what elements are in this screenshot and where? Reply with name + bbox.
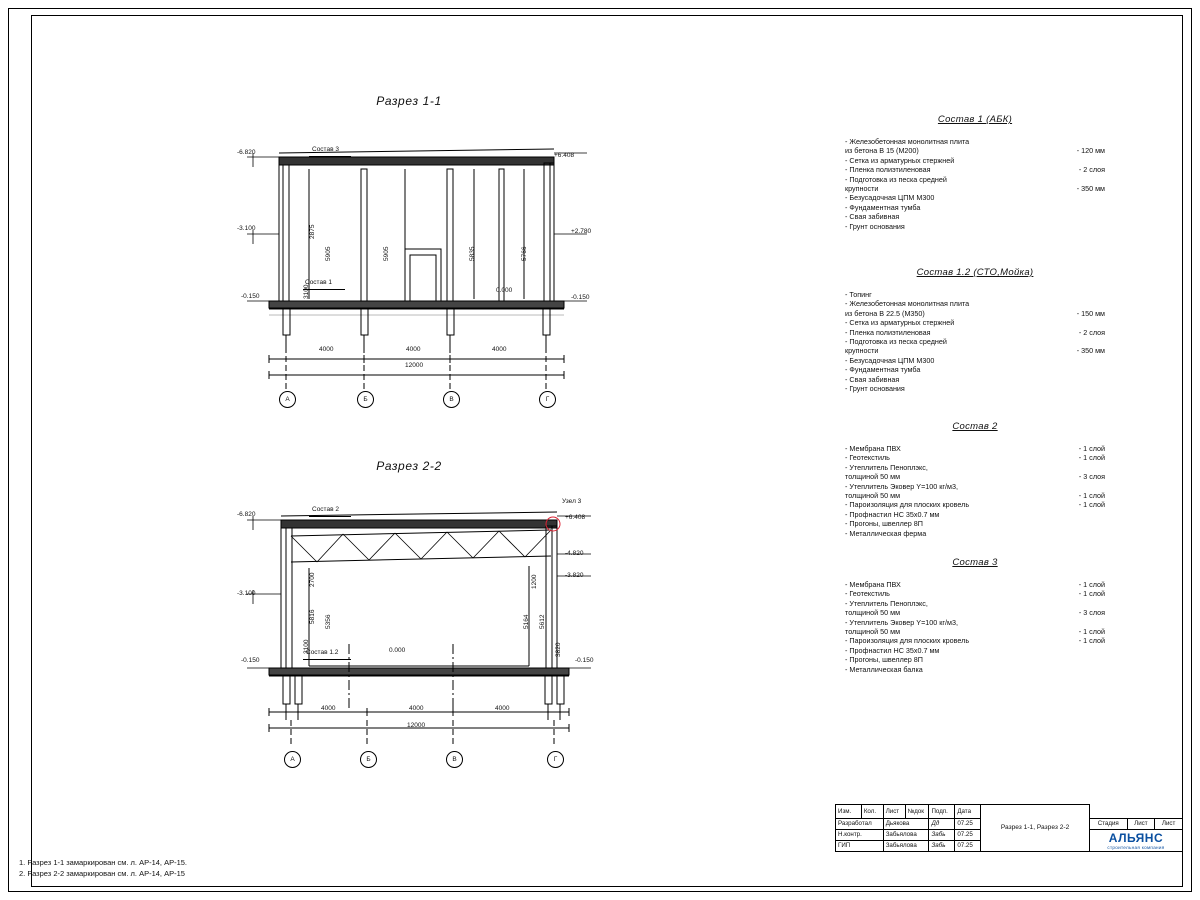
level-mark: 0.000 (496, 287, 513, 294)
spec-row-value: - 350 мм (1076, 346, 1105, 356)
spec-row-text: - Грунт основания (845, 384, 905, 394)
row-role: ГИП (836, 840, 884, 851)
spec-block-2 (845, 267, 1105, 393)
row-date: 07.25 (955, 829, 981, 840)
spec-row-text: - Профнастил НС 35х0.7 мм (845, 509, 940, 519)
spec-row-value (1035, 222, 1105, 231)
axis-bubble-b: Б (360, 751, 377, 768)
spec-row-value: - 120 мм (1076, 146, 1105, 156)
row-date: 07.25 (955, 818, 981, 829)
spec-row-value: - 150 мм (1076, 308, 1105, 318)
callout-leader (309, 516, 351, 517)
spec-row-text: толщиной 50 мм (845, 608, 901, 618)
spec-row-value: - 2 слоя (1078, 327, 1105, 337)
spec-row-text: - Мембрана ПВХ (845, 580, 901, 589)
spec-row-text: - Пленка полиэтиленовая (845, 327, 931, 337)
sheet-header: Лист (1127, 818, 1155, 829)
spec-row-text: - Грунт основания (845, 221, 905, 231)
level-mark: -4.820 (565, 550, 584, 557)
vertical-dim: 2875 (309, 224, 316, 239)
spec-row-text: - Прогоны, швеллер 8П (845, 655, 923, 665)
spec-row-text: - Утеплитель Эковер Y=100 кг/м3, (845, 617, 958, 627)
callout-leader (303, 659, 351, 660)
spec-row-value (1035, 529, 1105, 538)
spec-row-value (1035, 463, 1105, 472)
chain-dim: 4000 (495, 705, 510, 712)
callout-sostav-1: Состав 1 (305, 279, 332, 286)
vertical-dim: 5905 (325, 246, 332, 261)
spec-row-text: - Утеплитель Пеноплэкс, (845, 462, 928, 472)
spec-row-value (1035, 212, 1105, 221)
axis-bubble-g: Г (539, 391, 556, 408)
spec-row-text: - Прогоны, швеллер 8П (845, 519, 923, 529)
spec-row-value (1035, 156, 1105, 165)
th-kol: Кол. (861, 804, 883, 818)
spec-title: Состав 1.2 (СТО,Мойка) (916, 267, 1034, 278)
company-logo: АЛЬЯНС (1108, 830, 1164, 845)
spec-block-4 (845, 557, 1105, 674)
spec-rows (845, 580, 1105, 674)
callout-leader (309, 156, 351, 157)
vertical-dim: 5816 (309, 609, 316, 624)
spec-title: Состав 1 (АБК) (937, 114, 1013, 125)
company-sublabel: строительная компания (1107, 844, 1165, 850)
spec-row-value (1035, 337, 1105, 346)
callout-node-3: Узел 3 (562, 498, 582, 505)
spec-row-value (1035, 510, 1105, 519)
level-mark: -0.150 (575, 657, 594, 664)
level-mark: +6.408 (565, 514, 586, 521)
note-line: 2. Разрез 2-2 замаркирован см. л. АР-14, АР-15 (19, 869, 185, 878)
spec-row-value: - 3 слоя (1078, 472, 1105, 482)
spec-row-text: крупности (845, 184, 879, 194)
spec-row-value: - 1 слой (1078, 627, 1105, 637)
spec-row-value: - 350 мм (1076, 184, 1105, 194)
vertical-dim: 5835 (469, 246, 476, 261)
axis-bubble-b: Б (357, 391, 374, 408)
spec-row-value: - 1 слой (1078, 589, 1105, 599)
spec-row-text: из бетона В 15 (М200) (845, 146, 919, 156)
note-line: 1. Разрез 1-1 замаркирован см. л. АР-14, АР-15. (19, 858, 188, 867)
spec-block-1 (845, 114, 1105, 231)
spec-row-text: - Утеплитель Эковер Y=100 кг/м3, (845, 481, 958, 491)
spec-row-value: - 1 слой (1078, 500, 1105, 510)
spec-row-text: толщиной 50 мм (845, 627, 901, 637)
spec-row-text: - Геотекстиль (845, 589, 890, 599)
spec-row-value: - 1 слой (1078, 491, 1105, 501)
spec-row-text: - Безусадочная ЦПМ М300 (845, 355, 935, 365)
section-2-drawing (209, 484, 629, 804)
spec-row-value (1035, 384, 1105, 393)
chain-dim: 4000 (492, 346, 507, 353)
notes-block (19, 857, 419, 879)
vertical-dim: 1200 (531, 574, 538, 589)
chain-dim: 4000 (319, 346, 334, 353)
spec-row-text: - Свая забивная (845, 212, 900, 222)
spec-row-value (1035, 175, 1105, 184)
callout-sostav-3: Состав 3 (312, 146, 339, 153)
vertical-dim: 2700 (309, 572, 316, 587)
spec-row-text: - Пароизоляция для плоских кровель (845, 636, 970, 646)
spec-row-text: - Сетка из арматурных стержней (845, 155, 955, 165)
callout-sostav-2: Состав 2 (312, 506, 339, 513)
axis-bubble-v: В (446, 751, 463, 768)
spec-row-text: - Мембрана ПВХ (845, 444, 901, 453)
spec-rows (845, 444, 1105, 538)
spec-row-value (1035, 356, 1105, 365)
level-mark: -6.820 (237, 149, 256, 156)
row-date: 07.25 (955, 840, 981, 851)
spec-row-value (1035, 375, 1105, 384)
sheet-title: Разрез 1-1, Разрез 2-2 (981, 804, 1090, 851)
sheets-header: Лист (1155, 818, 1183, 829)
row-name: Забьялова (883, 829, 929, 840)
spec-row-value (1035, 299, 1105, 308)
chain-dim: 4000 (321, 705, 336, 712)
spec-row-text: толщиной 50 мм (845, 491, 901, 501)
spec-row-text: - Железобетонная монолитная плита (845, 137, 970, 146)
spec-rows (845, 290, 1105, 393)
level-mark: -6.820 (237, 511, 256, 518)
spec-row-text: толщиной 50 мм (845, 472, 901, 482)
spec-row-text: - Топинг (845, 290, 872, 299)
total-dim: 12000 (405, 362, 424, 369)
spec-title: Состав 3 (952, 557, 998, 568)
th-data: Дата (955, 804, 981, 818)
spec-row-value (1035, 646, 1105, 655)
spec-row-text: - Утеплитель Пеноплэкс, (845, 598, 928, 608)
spec-row-text: - Свая забивная (845, 374, 900, 384)
spec-row-text: - Пленка полиэтиленовая (845, 165, 931, 175)
spec-row-text: - Железобетонная монолитная плита (845, 299, 970, 309)
section-2-title: Разрез 2-2 (376, 459, 442, 473)
level-mark: -0.150 (571, 294, 590, 301)
spec-row-text: - Подготовка из песка средней (845, 174, 947, 184)
level-mark: -0.150 (241, 657, 260, 664)
level-mark: +2.780 (571, 228, 592, 235)
spec-row-text: - Геотекстиль (845, 453, 890, 463)
th-podp: Подп. (929, 804, 955, 818)
vertical-dim: 3100 (303, 284, 310, 299)
level-mark: -3.100 (237, 590, 256, 597)
row-role: Разработал (836, 818, 884, 829)
spec-row-value (1035, 193, 1105, 202)
spec-block-3 (845, 421, 1105, 538)
vertical-dim: 3100 (303, 639, 310, 654)
spec-row-value (1035, 618, 1105, 627)
spec-rows (845, 137, 1105, 231)
spec-row-text: - Безусадочная ЦПМ М300 (845, 193, 935, 203)
vertical-dim: 5766 (521, 246, 528, 261)
level-mark: +6.408 (554, 152, 575, 159)
total-dim: 12000 (407, 722, 426, 729)
th-ndok: №док (905, 804, 929, 818)
vertical-dim: 5905 (383, 246, 390, 261)
spec-row-value: - 1 слой (1078, 444, 1105, 453)
spec-row-text: - Металлическая ферма (845, 528, 927, 538)
spec-row-value (1035, 290, 1105, 299)
title-block (831, 804, 1183, 886)
spec-row-text: - Пароизоляция для плоских кровель (845, 500, 970, 510)
row-sign: Забь (929, 829, 955, 840)
spec-row-value (1035, 137, 1105, 146)
axis-bubble-a: А (284, 751, 301, 768)
level-mark: 0.000 (389, 647, 406, 654)
row-sign: Забь (929, 840, 955, 851)
section-1-title: Разрез 1-1 (376, 94, 442, 108)
axis-bubble-g: Г (547, 751, 564, 768)
spec-row-value (1035, 519, 1105, 528)
spec-row-value (1035, 599, 1105, 608)
row-name: Дьякова (883, 818, 929, 829)
row-role: Н.контр. (836, 829, 884, 840)
vertical-dim: 5356 (325, 614, 332, 629)
spec-row-text: крупности (845, 346, 879, 356)
axis-bubble-a: А (279, 391, 296, 408)
row-name: Забьялова (883, 840, 929, 851)
spec-row-text: из бетона В 22.5 (М350) (845, 308, 925, 318)
spec-row-value (1035, 365, 1105, 374)
spec-row-text: - Фундаментная тумба (845, 202, 921, 212)
spec-row-text: - Подготовка из песка средней (845, 337, 947, 347)
level-mark: -3.820 (565, 572, 584, 579)
th-izm: Изм. (836, 804, 862, 818)
spec-row-value: - 1 слой (1078, 580, 1105, 589)
spec-row-value: - 1 слой (1078, 636, 1105, 646)
row-sign: Дд (929, 818, 955, 829)
spec-row-value: - 3 слоя (1078, 608, 1105, 618)
spec-row-text: - Фундаментная тумба (845, 365, 921, 375)
callout-sostav-12: Состав 1.2 (306, 649, 339, 656)
vertical-dim: 5612 (539, 614, 546, 629)
spec-row-value: - 2 слоя (1078, 165, 1105, 175)
vertical-dim: 3820 (555, 642, 562, 657)
level-mark: -0.150 (241, 293, 260, 300)
title-block-table (831, 804, 1183, 852)
spec-row-value (1035, 655, 1105, 664)
spec-row-text: - Профнастил НС 35х0.7 мм (845, 645, 940, 655)
spec-row-value: - 1 слой (1078, 453, 1105, 463)
stage-header: Стадия (1089, 818, 1127, 829)
chain-dim: 4000 (409, 705, 424, 712)
section-1-drawing (209, 119, 629, 439)
th-list: Лист (883, 804, 905, 818)
axis-bubble-v: В (443, 391, 460, 408)
spec-row-text: - Сетка из арматурных стержней (845, 318, 955, 328)
chain-dim: 4000 (406, 346, 421, 353)
vertical-dim: 5164 (523, 614, 530, 629)
title-block-header-row (831, 804, 1183, 818)
spec-row-value (1035, 318, 1105, 327)
spec-row-value (1035, 665, 1105, 674)
spec-row-value (1035, 203, 1105, 212)
spec-row-value (1035, 482, 1105, 491)
drawing-sheet (8, 8, 1192, 892)
spec-row-text: - Металлическая балка (845, 664, 923, 674)
level-mark: -3.100 (237, 225, 256, 232)
spec-title: Состав 2 (952, 421, 998, 432)
